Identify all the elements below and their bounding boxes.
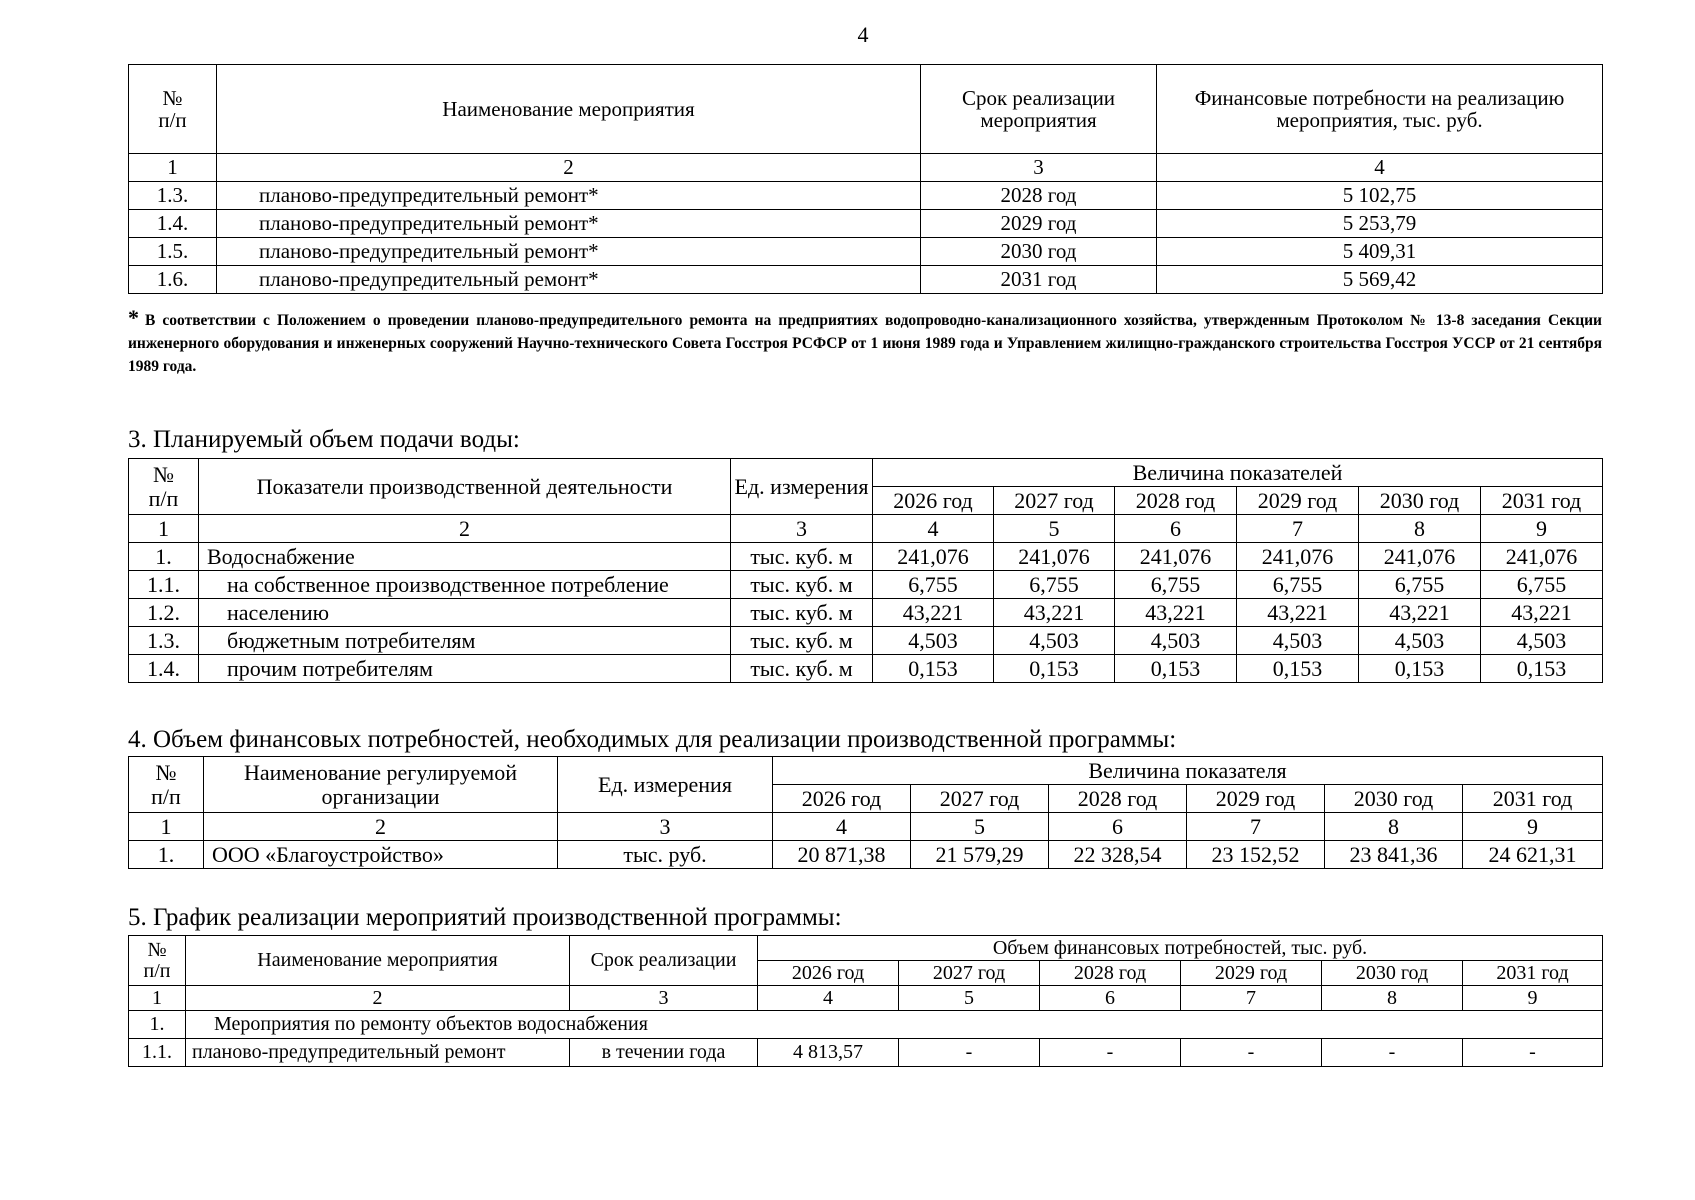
row-value: 4,503 [1115,627,1237,655]
header-year: 2027 год [911,785,1049,813]
row-name: бюджетным потребителям [199,627,731,655]
col-number: 2 [199,515,731,543]
row-amount: 5 569,42 [1157,266,1603,294]
row-value: 21 579,29 [911,841,1049,869]
row-value: 241,076 [1481,543,1603,571]
row-value: 0,153 [873,655,994,683]
row-org-name: ООО «Благоустройство» [204,841,558,869]
col-number: 3 [731,515,873,543]
table-row [129,627,1603,655]
col-number: 6 [1040,986,1181,1011]
header-year: 2029 год [1187,785,1325,813]
row-name: Водоснабжение [199,543,731,571]
row-value: 0,153 [1237,655,1359,683]
table-row [129,841,1603,869]
col-number: 5 [899,986,1040,1011]
row-value: 4,503 [1481,627,1603,655]
row-value: 43,221 [1359,599,1481,627]
footnote-text: В соответствии с Положением о проведении планово-предупредительного ремонта на предприятиях водопроводно-канализационного хозяйства, утвержденным Протоколом № 13-8 заседания Секции инженерного оборудования и инженерных сооружений Научно-технического Совета Госстроя РСФСР от 1 июня 1989 года и Управлением жилищно-гражданского строительства Госстроя УССР от 21 сентября 1989 года. [128,312,1602,375]
footnote-star: * [128,305,139,330]
header-year: 2031 год [1463,961,1603,986]
header-num: № п/п [129,757,204,813]
row-value: 20 871,38 [773,841,911,869]
header-measure-name: Наименование мероприятия [186,936,570,986]
footnote [128,306,1602,378]
row-value: - [899,1039,1040,1067]
col-number: 2 [204,813,558,841]
row-unit: тыс. руб. [558,841,773,869]
col-number: 3 [921,154,1157,182]
row-value: 4,503 [1359,627,1481,655]
row-unit: тыс. куб. м [731,655,873,683]
row-num: 1.4. [129,210,217,238]
table-row [129,266,1603,294]
row-value: 6,755 [1115,571,1237,599]
row-name: планово-предупредительный ремонт* [217,210,921,238]
row-num: 1.3. [129,627,199,655]
row-value: - [1322,1039,1463,1067]
row-num: 1.4. [129,655,199,683]
row-value: 0,153 [1359,655,1481,683]
header-financial-needs: Финансовые потребности на реализацию мероприятия, тыс. руб. [1157,65,1603,154]
row-unit: тыс. куб. м [731,599,873,627]
header-org: Наименование регулируемой организации [204,757,558,813]
section-3-title: 3. Планируемый объем подачи воды: [128,426,520,453]
col-number: 4 [1157,154,1603,182]
table-row [129,599,1603,627]
col-number: 4 [758,986,899,1011]
row-num: 1.1. [129,1039,186,1067]
row-num: 1.2. [129,599,199,627]
row-value: 6,755 [873,571,994,599]
row-value: 241,076 [994,543,1115,571]
row-term: 2028 год [921,182,1157,210]
row-value: 6,755 [1237,571,1359,599]
col-number: 8 [1359,515,1481,543]
schedule-table [128,935,1603,1067]
row-amount: 5 253,79 [1157,210,1603,238]
row-name: прочим потребителям [199,655,731,683]
header-year: 2029 год [1181,961,1322,986]
header-year: 2031 год [1481,487,1603,515]
row-value: 22 328,54 [1049,841,1187,869]
col-number: 1 [129,154,217,182]
row-value: - [1181,1039,1322,1067]
col-number: 9 [1463,813,1603,841]
row-value: 43,221 [1115,599,1237,627]
col-number: 7 [1181,986,1322,1011]
row-name: планово-предупредительный ремонт [186,1039,570,1067]
table-row [129,238,1603,266]
row-name: на собственное производственное потребление [199,571,731,599]
header-unit: Ед. измерения [731,459,873,515]
row-num: 1.1. [129,571,199,599]
row-num: 1. [129,1011,186,1039]
table-row [129,571,1603,599]
page-number: 4 [857,22,869,47]
row-value: 6,755 [994,571,1115,599]
row-value: 43,221 [1237,599,1359,627]
row-value: 241,076 [1115,543,1237,571]
col-number: 6 [1049,813,1187,841]
header-year: 2026 год [873,487,994,515]
group-row [129,1011,1603,1039]
row-value: 241,076 [1237,543,1359,571]
header-term: Срок реализации мероприятия [921,65,1157,154]
row-value: 4,503 [873,627,994,655]
row-term: 2030 год [921,238,1157,266]
row-name: планово-предупредительный ремонт* [217,182,921,210]
row-term: 2029 год [921,210,1157,238]
row-unit: тыс. куб. м [731,571,873,599]
header-year: 2027 год [899,961,1040,986]
header-num: № п/п [129,936,186,986]
col-number: 9 [1463,986,1603,1011]
col-number: 2 [186,986,570,1011]
col-number: 5 [994,515,1115,543]
header-year: 2028 год [1049,785,1187,813]
row-value: 24 621,31 [1463,841,1603,869]
row-num: 1. [129,841,204,869]
header-term: Срок реализации [570,936,758,986]
measures-table [128,64,1603,294]
financial-needs-table [128,756,1603,869]
row-name: планово-предупредительный ремонт* [217,266,921,294]
row-value: 6,755 [1481,571,1603,599]
col-number: 7 [1237,515,1359,543]
header-year: 2026 год [758,961,899,986]
row-amount: 5 409,31 [1157,238,1603,266]
header-year: 2028 год [1040,961,1181,986]
header-values-group: Величина показателей [873,459,1603,487]
col-number: 1 [129,986,186,1011]
row-value: 0,153 [1115,655,1237,683]
table-row [129,1039,1603,1067]
row-value: 43,221 [1481,599,1603,627]
table-row [129,182,1603,210]
row-num: 1.3. [129,182,217,210]
row-num: 1.6. [129,266,217,294]
row-value: 4 813,57 [758,1039,899,1067]
section-5-title: 5. График реализации мероприятий производственной программы: [128,904,842,931]
section-4-title: 4. Объем финансовых потребностей, необходимых для реализации производственной программы: [128,726,1177,753]
row-value: - [1040,1039,1181,1067]
table-row [129,655,1603,683]
water-supply-table [128,458,1603,683]
header-year: 2027 год [994,487,1115,515]
row-unit: тыс. куб. м [731,543,873,571]
col-number: 3 [558,813,773,841]
header-year: 2026 год [773,785,911,813]
row-value: - [1463,1039,1603,1067]
row-term: 2031 год [921,266,1157,294]
header-num: № п/п [129,459,199,515]
row-num: 1. [129,543,199,571]
row-value: 241,076 [1359,543,1481,571]
col-number: 5 [911,813,1049,841]
header-year: 2031 год [1463,785,1603,813]
header-num: № п/п [129,65,217,154]
col-number: 9 [1481,515,1603,543]
col-number: 7 [1187,813,1325,841]
row-term: в течении года [570,1039,758,1067]
row-value: 23 841,36 [1325,841,1463,869]
row-name: населению [199,599,731,627]
row-value: 4,503 [994,627,1115,655]
row-value: 23 152,52 [1187,841,1325,869]
row-name: планово-предупредительный ремонт* [217,238,921,266]
header-unit: Ед. измерения [558,757,773,813]
row-value: 241,076 [873,543,994,571]
row-value: 43,221 [994,599,1115,627]
row-value: 0,153 [994,655,1115,683]
col-number: 1 [129,515,199,543]
row-amount: 5 102,75 [1157,182,1603,210]
col-number: 3 [570,986,758,1011]
col-number: 8 [1322,986,1463,1011]
row-num: 1.5. [129,238,217,266]
header-year: 2030 год [1359,487,1481,515]
row-value: 0,153 [1481,655,1603,683]
header-year: 2030 год [1325,785,1463,813]
col-number: 4 [773,813,911,841]
row-unit: тыс. куб. м [731,627,873,655]
header-measure-name: Наименование мероприятия [217,65,921,154]
col-number: 8 [1325,813,1463,841]
header-indicator: Показатели производственной деятельности [199,459,731,515]
header-values-group: Величина показателя [773,757,1603,785]
row-value: 6,755 [1359,571,1481,599]
row-value: 4,503 [1237,627,1359,655]
header-values-group: Объем финансовых потребностей, тыс. руб. [758,936,1603,961]
col-number: 1 [129,813,204,841]
header-year: 2030 год [1322,961,1463,986]
header-year: 2029 год [1237,487,1359,515]
col-number: 6 [1115,515,1237,543]
row-value: 43,221 [873,599,994,627]
col-number: 2 [217,154,921,182]
table-row [129,210,1603,238]
group-row-name: Мероприятия по ремонту объектов водоснабжения [186,1011,1603,1039]
table-row [129,543,1603,571]
header-year: 2028 год [1115,487,1237,515]
col-number: 4 [873,515,994,543]
